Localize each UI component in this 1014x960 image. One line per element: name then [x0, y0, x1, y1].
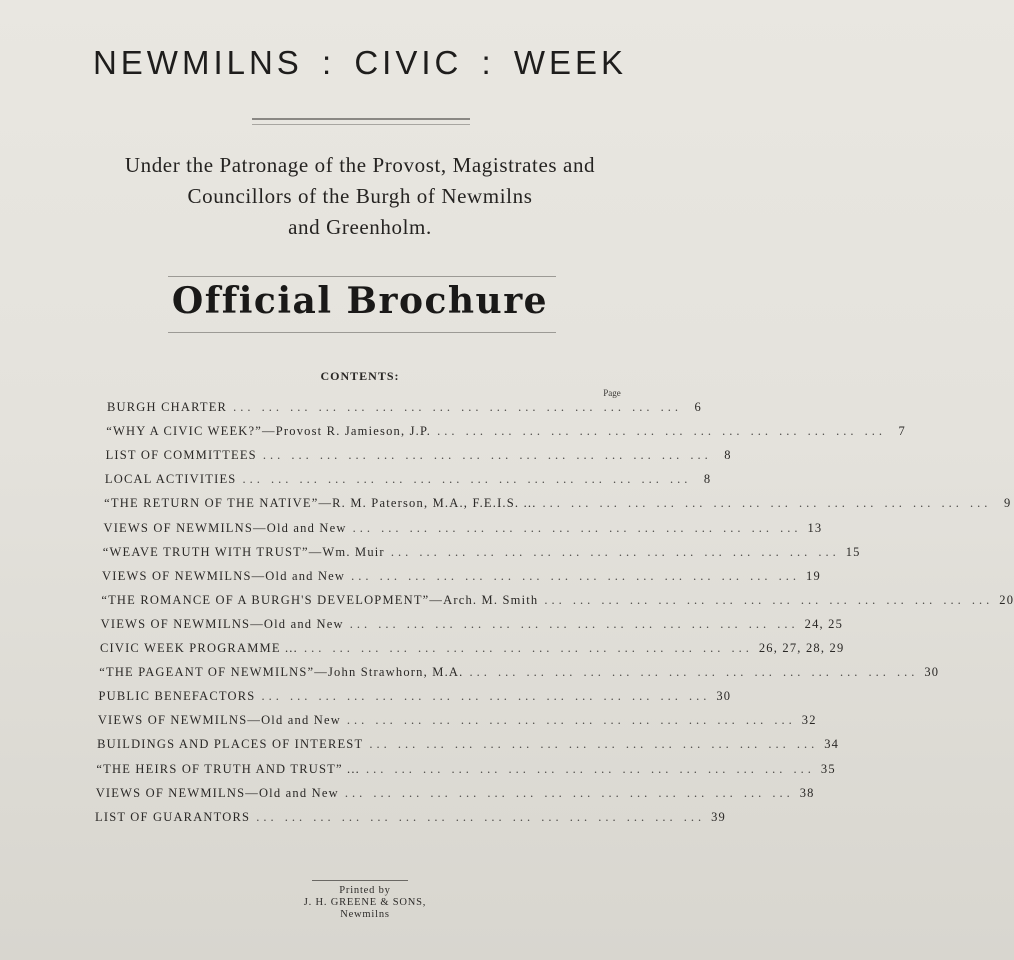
toc-leader-dots: ... ... ... ... ... ... ... ... ... ... ... ... ... ... ... ...	[303, 641, 753, 655]
patronage-line-2: Councillors of the Burgh of Newmilns	[187, 184, 533, 208]
toc-leader-dots: ... ... ... ... ... ... ... ... ... ... ... ... ... ... ... ...	[544, 592, 994, 607]
toc-entry	[96, 761, 836, 782]
toc-entry-title: BURGH CHARTER	[107, 400, 228, 414]
patronage-line-3: and Greenholm.	[288, 215, 432, 239]
toc-entry-page: 6	[694, 400, 702, 414]
toc-entry-title: VIEWS OF NEWMILNS—Old and New	[95, 785, 339, 800]
toc-leader-dots: ... ... ... ... ... ... ... ... ... ... ... ... ... ... ... ...	[346, 713, 796, 728]
toc-entry	[103, 520, 823, 541]
toc-entry-page: 20	[999, 592, 1014, 607]
toc-entry	[95, 809, 726, 830]
toc-leader-dots: ... ... ... ... ... ... ... ... ... ... ... ... ... ... ... ...	[542, 496, 992, 511]
toc-leader-dots: ... ... ... ... ... ... ... ... ... ... ... ... ... ... ... ...	[469, 665, 919, 680]
toc-leader-dots: ... ... ... ... ... ... ... ... ... ... ... ... ... ... ... ...	[390, 544, 840, 559]
footer-divider	[312, 880, 408, 881]
toc-leader-dots: ... ... ... ... ... ... ... ... ... ... ... ... ... ... ... ...	[352, 520, 802, 535]
toc-entry	[100, 616, 844, 637]
title-divider	[252, 118, 470, 125]
contents-heading: CONTENTS:	[320, 369, 400, 383]
toc-entry-page: 8	[724, 448, 732, 463]
toc-leader-dots: ... ... ... ... ... ... ... ... ... ... ... ... ... ... ... ...	[366, 761, 815, 776]
toc-leader-dots: ... ... ... ... ... ... ... ... ... ... ... ... ... ... ... ...	[242, 472, 692, 487]
patronage-text	[60, 150, 660, 243]
toc-entry	[95, 785, 815, 806]
table-of-contents	[0, 400, 1014, 840]
toc-entry	[102, 568, 821, 589]
toc-leader-dots: ... ... ... ... ... ... ... ... ... ... ... ... ... ... ... ...	[349, 616, 799, 631]
toc-entry-page: 24, 25	[804, 616, 844, 631]
printer-line-1: Printed by	[339, 885, 391, 896]
toc-entry	[104, 472, 712, 492]
toc-entry	[97, 713, 817, 733]
toc-entry	[97, 737, 840, 757]
toc-entry-title: PUBLIC BENEFACTORS	[98, 689, 256, 704]
toc-entry-title: LOCAL ACTIVITIES	[104, 472, 237, 487]
toc-leader-dots: ... ... ... ... ... ... ... ... ... ... ... ... ... ... ... ...	[351, 568, 801, 583]
toc-entry-title: “THE HEIRS OF TRUTH AND TRUST” ...	[96, 761, 361, 776]
toc-entry-page: 30	[924, 665, 940, 680]
toc-entry-title: VIEWS OF NEWMILNS—Old and New	[97, 713, 341, 728]
toc-entry-title: VIEWS OF NEWMILNS—Old and New	[102, 568, 346, 583]
toc-entry	[107, 400, 702, 420]
toc-entry-page: 26, 27, 28, 29	[758, 641, 845, 655]
toc-entry-page: 19	[806, 568, 821, 583]
brochure-rule-top	[168, 276, 556, 277]
printer-line-2: J. H. GREENE & SONS,	[303, 897, 427, 908]
toc-leader-dots: ... ... ... ... ... ... ... ... ... ... ... ... ... ... ... ...	[344, 785, 794, 800]
toc-entry-page: 35	[820, 761, 836, 776]
toc-leader-dots: ... ... ... ... ... ... ... ... ... ... ... ... ... ... ... ...	[261, 689, 711, 704]
toc-entry-page: 7	[898, 424, 906, 439]
toc-entry-title: “WEAVE TRUTH WITH TRUST”—Wm. Muir	[102, 544, 385, 559]
toc-entry	[101, 592, 1014, 613]
page-title: NEWMILNS : CIVIC : WEEK	[92, 44, 628, 81]
brochure-title: Official Brochure	[171, 280, 549, 322]
toc-entry-title: VIEWS OF NEWMILNS—Old and New	[103, 520, 347, 535]
toc-entry-title: LIST OF GUARANTORS	[95, 809, 251, 824]
page-column-heading: Page	[603, 388, 621, 398]
printer-line-3: Newmilns	[340, 909, 390, 920]
toc-entry	[105, 448, 732, 468]
toc-leader-dots: ... ... ... ... ... ... ... ... ... ... ... ... ... ... ... ...	[233, 400, 682, 414]
toc-entry	[102, 544, 861, 565]
brochure-rule-bottom	[168, 332, 556, 333]
toc-entry	[106, 424, 906, 444]
toc-leader-dots: ... ... ... ... ... ... ... ... ... ... ... ... ... ... ... ...	[369, 737, 819, 752]
toc-entry-page: 13	[807, 520, 823, 535]
toc-entry-title: LIST OF COMMITTEES	[105, 448, 257, 463]
toc-entry-page: 9	[1003, 496, 1012, 511]
toc-entry-page: 8	[703, 472, 712, 487]
toc-entry	[99, 641, 845, 661]
toc-entry-title: “THE RETURN OF THE NATIVE”—R. M. Paterson, M.A., F.E.I.S. ...	[104, 496, 537, 511]
toc-entry	[99, 665, 940, 685]
toc-entry-title: BUILDINGS AND PLACES OF INTEREST	[97, 737, 364, 752]
toc-leader-dots: ... ... ... ... ... ... ... ... ... ... ... ... ... ... ... ...	[256, 809, 706, 824]
toc-entry-page: 34	[824, 737, 840, 752]
toc-entry-title: CIVIC WEEK PROGRAMME ...	[99, 641, 298, 655]
toc-entry-page: 30	[716, 689, 732, 704]
toc-entry	[104, 496, 1012, 516]
toc-entry-page: 38	[799, 785, 815, 800]
toc-entry-page: 15	[845, 544, 861, 559]
toc-entry-page: 39	[711, 809, 726, 824]
toc-entry	[98, 689, 732, 709]
printer-credit	[0, 885, 720, 921]
toc-entry-title: “THE ROMANCE OF A BURGH'S DEVELOPMENT”—Arch. M. Smith	[101, 592, 539, 607]
toc-leader-dots: ... ... ... ... ... ... ... ... ... ... ... ... ... ... ... ...	[437, 424, 886, 439]
toc-entry-title: “WHY A CIVIC WEEK?”—Provost R. Jamieson, J.P.	[106, 424, 432, 439]
toc-entry-title: VIEWS OF NEWMILNS—Old and New	[100, 616, 344, 631]
toc-entry-page: 32	[801, 713, 817, 728]
patronage-line-1: Under the Patronage of the Provost, Magistrates and	[124, 153, 596, 177]
toc-leader-dots: ... ... ... ... ... ... ... ... ... ... ... ... ... ... ... ...	[262, 448, 712, 463]
toc-entry-title: “THE PAGEANT OF NEWMILNS”—John Strawhorn, M.A.	[99, 665, 464, 680]
